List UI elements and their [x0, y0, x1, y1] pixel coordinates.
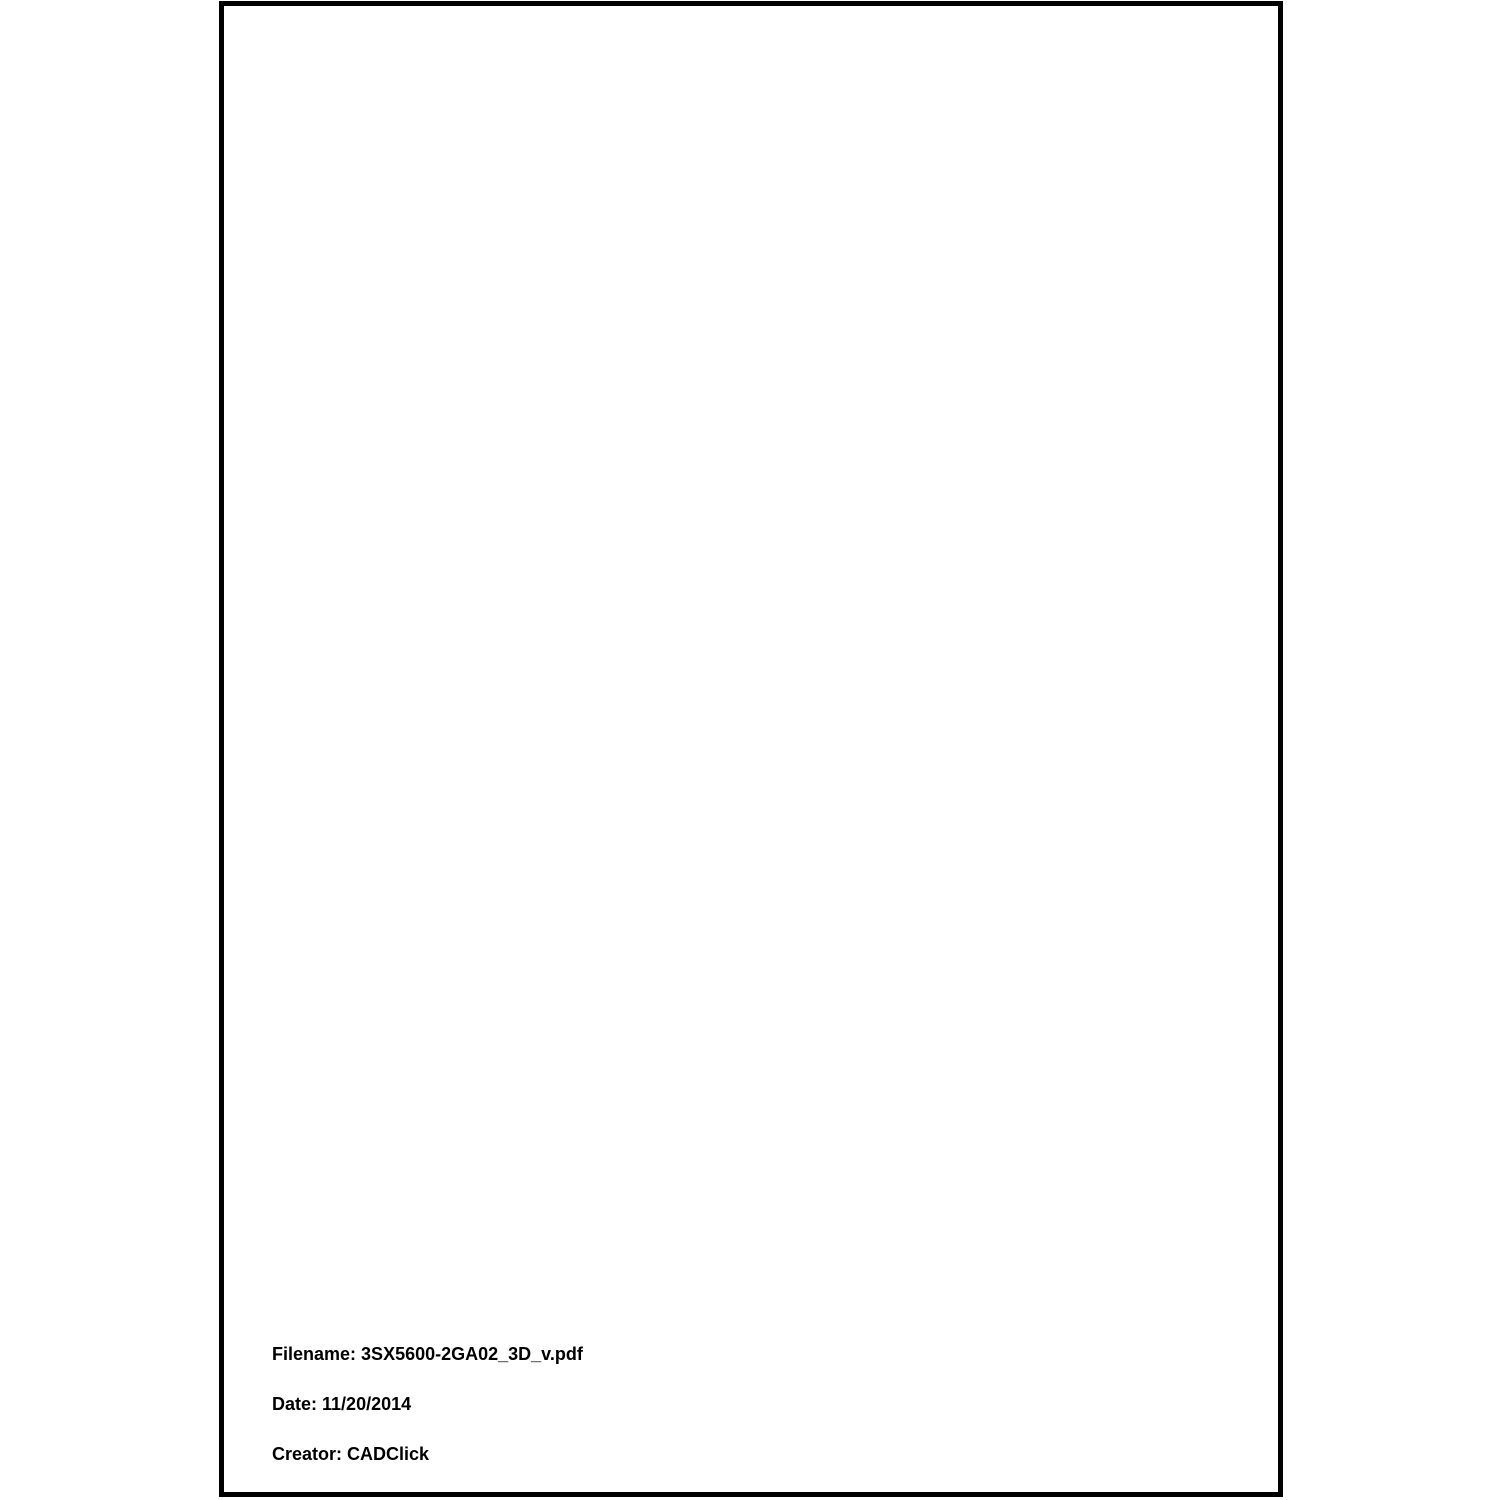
date-value: 11/20/2014	[322, 1394, 412, 1414]
date-label: Date:	[272, 1394, 318, 1414]
date-line	[272, 1394, 583, 1414]
creator-value: CADClick	[347, 1444, 430, 1464]
creator-line	[272, 1444, 583, 1464]
document-metadata-block	[272, 1344, 583, 1464]
filename-label: Filename:	[272, 1344, 357, 1364]
document-page	[219, 1, 1283, 1497]
filename-line	[272, 1344, 583, 1364]
creator-label: Creator:	[272, 1444, 343, 1464]
filename-value: 3SX5600-2GA02_3D_v.pdf	[361, 1344, 583, 1364]
